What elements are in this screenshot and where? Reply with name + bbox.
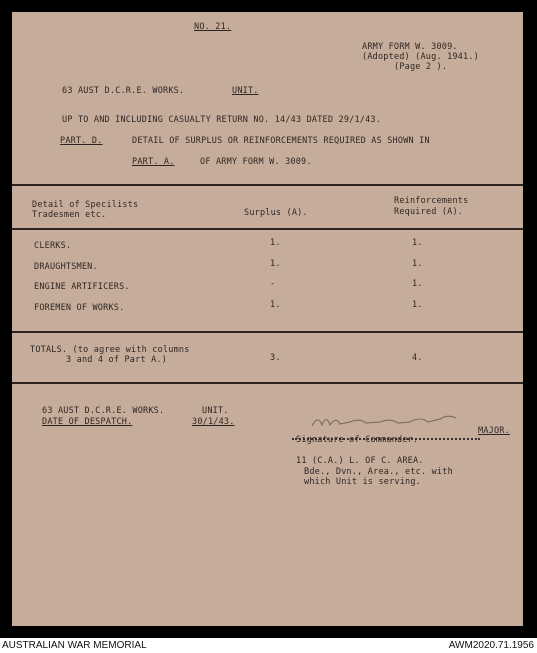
row-required: 1.: [412, 279, 423, 289]
despatch-date: 30/1/43.: [192, 417, 235, 427]
row-surplus: -: [270, 279, 276, 289]
header-reinforcements-1: Reinforcements: [394, 196, 469, 206]
totals-required: 4.: [412, 353, 423, 363]
part-a-text: OF ARMY FORM W. 3009.: [200, 157, 312, 167]
header-surplus: Surplus (A).: [244, 208, 308, 218]
army-form-line-1: ARMY FORM W. 3009.: [362, 42, 458, 52]
form-number: NO. 21.: [194, 22, 232, 32]
unit-name: 63 AUST D.C.R.E. WORKS.: [62, 86, 185, 96]
caption-left: AUSTRALIAN WAR MEMORIAL: [2, 640, 147, 651]
header-reinforcements-2: Required (A).: [394, 207, 464, 217]
row-detail: ENGINE ARTIFICERS.: [34, 282, 130, 292]
despatch-label: DATE OF DESPATCH.: [42, 417, 133, 427]
header-rule: [12, 228, 523, 230]
signature-label: Signature of Commander.: [296, 435, 419, 445]
row-surplus: 1.: [270, 300, 281, 310]
part-d-label: PART. D.: [60, 136, 103, 146]
table-bottom-rule: [12, 382, 523, 384]
row-surplus: 1.: [270, 259, 281, 269]
part-d-text: DETAIL OF SURPLUS OR REINFORCEMENTS REQUIRED AS SHOWN IN: [132, 136, 430, 146]
caption-right: AWM2020.71.1956: [448, 640, 534, 651]
header-detail-1: Detail of Specilists: [32, 200, 139, 210]
totals-top-rule: [12, 331, 523, 333]
header-detail-2: Tradesmen etc.: [32, 210, 107, 220]
army-form-line-2: (Adopted) (Aug. 1941.): [362, 52, 479, 62]
serving-line-1: Bde., Dvn., Area., etc. with: [304, 467, 453, 477]
return-line: UP TO AND INCLUDING CASUALTY RETURN NO. 14/43 DATED 29/1/43.: [62, 115, 382, 125]
rank: MAJOR.: [478, 426, 510, 436]
row-surplus: 1.: [270, 238, 281, 248]
row-required: 1.: [412, 259, 423, 269]
footer-unit-label: UNIT.: [202, 406, 229, 416]
totals-surplus: 3.: [270, 353, 281, 363]
totals-label-1: TOTALS. (to agree with columns: [30, 345, 190, 355]
footer-unit-name: 63 AUST D.C.R.E. WORKS.: [42, 406, 165, 416]
unit-label: UNIT.: [232, 86, 259, 96]
row-detail: CLERKS.: [34, 241, 72, 251]
area-line: 11 (C.A.) L. OF C. AREA.: [296, 456, 424, 466]
part-a-label: PART. A.: [132, 157, 175, 167]
commander-signature: [310, 410, 460, 432]
totals-label-2: 3 and 4 of Part A.): [66, 355, 168, 365]
row-required: 1.: [412, 300, 423, 310]
row-detail: FOREMEN OF WORKS.: [34, 303, 125, 313]
table-top-rule: [12, 184, 523, 186]
serving-line-2: which Unit is serving.: [304, 477, 421, 487]
row-required: 1.: [412, 238, 423, 248]
document-page: [12, 12, 523, 626]
row-detail: DRAUGHTSMEN.: [34, 262, 98, 272]
army-form-line-3: (Page 2 ).: [394, 62, 448, 72]
